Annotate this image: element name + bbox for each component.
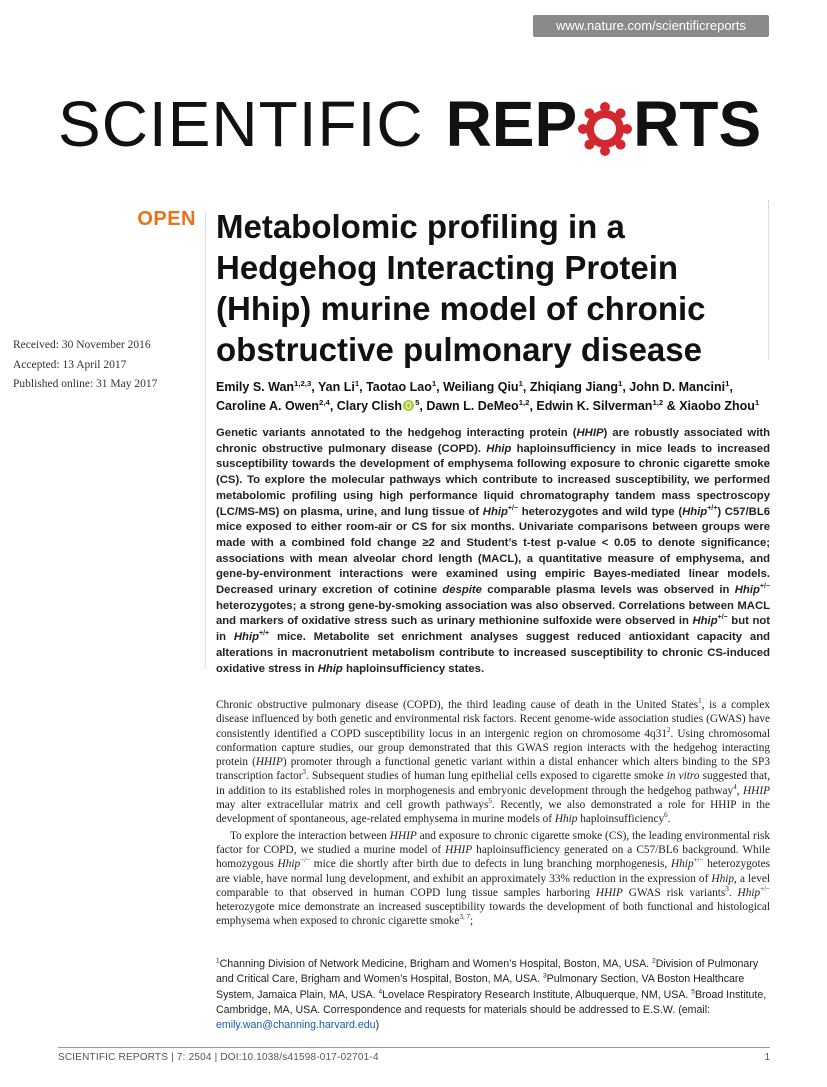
article-body — [216, 698, 770, 929]
logo-gear-icon — [578, 102, 632, 156]
body-paragraph: To explore the interaction between HHIP and exposure to chronic cigarette smoke (CS), the leading environmental risk factor for COPD, we studied a murine model of HHIP haploinsufficiency generated on a C57/BL6 background. While homozygous Hhip−/− mice die shortly after birth due to defects in lung branching morphogenesis, Hhip+/− heterozygotes are viable, have normal lung development, and exhibit an approximately 33% reduction in the expression of Hhip, a level comparable to that observed in human COPD lung tissue samples harboring HHIP GWAS risk variants$^3$. Hhip+/− heterozygote mice demonstrate an increased susceptibility towards the development of both functional and histological emphysema when exposed to chronic cigarette smoke$^{3, 7}$; — [216, 829, 770, 928]
publication-dates — [13, 336, 203, 395]
footer-citation: SCIENTIFIC REPORTS | 7: 2504 | DOI:10.1038/s41598-017-02701-4 — [58, 1052, 379, 1063]
journal-name-light: SCIENTIFIC — [58, 88, 424, 160]
article-title: Metabolomic profiling in a Hedgehog Interacting Protein (Hhip) murine model of chronic obstructive pulmonary disease — [216, 208, 706, 368]
orcid-icon[interactable] — [403, 400, 414, 411]
abstract: Genetic variants annotated to the hedgehog interacting protein (HHIP) are robustly associated with chronic obstructive pulmonary disease (COPD). Hhip haploinsufficiency in mice leads to increased susceptibility towards the development of emphysema following exposure to chronic cigarette smoke (CS). To explore the molecular pathways which contribute to increased susceptibility, we performed metabolomic profiling using high performance liquid chromatography tandem mass spectroscopy (LC/MS-MS) on plasma, urine, and lung tissue of Hhip+/− heterozygotes and wild type (Hhip+/+) C57/BL6 mice exposed to either room-air or CS for six months. Univariate comparisons between groups were made with a combined fold change ≥2 and Student’s t-test p-value < 0.05 to denote significance; associations with mean alveolar chord length (MACL), a quantitative measure of emphysema, and gene-by-environment interactions were examined using empiric Bayes-mediated linear models. Decreased urinary excretion of cotinine despite comparable plasma levels was observed in Hhip+/− heterozygotes; a strong gene-by-smoking association was also observed. Correlations between MACL and markers of oxidative stress such as urinary methionine sulfoxide were observed in Hhip+/− but not in Hhip+/+ mice. Metabolite set enrichment analyses suggest reduced antioxidant capacity and alterations in macronutrient metabolism contribute to increased susceptibility to chronic CS-induced oxidative stress in Hhip haploinsufficiency states. — [216, 427, 771, 675]
published-date: Published online: 31 May 2017 — [13, 378, 158, 390]
journal-logo — [58, 88, 761, 160]
journal-url-banner[interactable]: www.nature.com/scientificreports — [533, 15, 769, 37]
body-paragraph: Chronic obstructive pulmonary disease (COPD), the third leading cause of death in the United States$^1$, is a complex disease influenced by both genetic and environmental risk factors. Recent genome-wide association studies (GWAS) have consistently identified a COPD susceptibility locus in an intergenic region on chromosome $4q31^2$. Using chromosomal conformation capture studies, our group demonstrated that this GWAS region interacts with the hedgehog interacting protein (HHIP) promoter through a functional genetic variant within a distal enhancer which alters binding to the SP3 transcription factor$^3$. Subsequent studies of human lung epithelial cells exposed to cigarette smoke in vitro suggested that, in addition to its established roles in morphogenesis and embryonic development through the hedgehog pathway$^4$, HHIP may alter extracellular matrix and cell growth pathways$^5$. Recently, we also demonstrated a role for HHIP in the development of spontaneous, age-related emphysema in murine models of Hhip haploinsufficiency$^6$. — [216, 697, 771, 826]
accepted-date: Accepted: 13 April 2017 — [13, 358, 127, 371]
right-divider — [768, 200, 769, 360]
open-access-label: OPEN — [137, 208, 196, 230]
received-date: Received: 30 November 2016 — [13, 339, 151, 351]
author-list[interactable]: Emily S. Wan$^{1,2,3}$, Yan Li$^1$, Taotao Lao$^1$, Weiliang Qiu$^1$, Zhiqiang Jiang$^1$, John D. Mancini$^1$, Caroline A. Owen$^{2,4}$, Clary Clish $^5$, Dawn L. DeMeo$^{1,2}$, Edwin K. Silverman$^{1,2}$ & Xiaobo Zhou$^1$ — [216, 378, 760, 413]
correspondence-email-link[interactable]: emily.wan@channing.harvard.edu — [216, 1019, 376, 1032]
affiliations: $^1$Channing Division of Network Medicine, Brigham and Women’s Hospital, Boston, MA, USA. $^2$Division of Pulmonary and Critical Care, Brigham and Women’s Hospital, Boston, MA, USA. $^3$Pulmonary Section, VA Boston Healthcare System, Jamaica Plain, MA, USA. $^4$Lovelace Respiratory Research Institute, Albuquerque, NM, USA. $^5$Broad Institute, Cambridge, MA, USA. Correspondence and requests for materials should be addressed to E.S.W. (email: emily.wan@channing.harvard.edu) — [216, 957, 767, 1032]
page-number: 1 — [764, 1052, 770, 1063]
journal-name-bold: REP RTS — [445, 88, 762, 160]
title-divider — [205, 213, 206, 668]
footer-divider — [58, 1047, 770, 1048]
